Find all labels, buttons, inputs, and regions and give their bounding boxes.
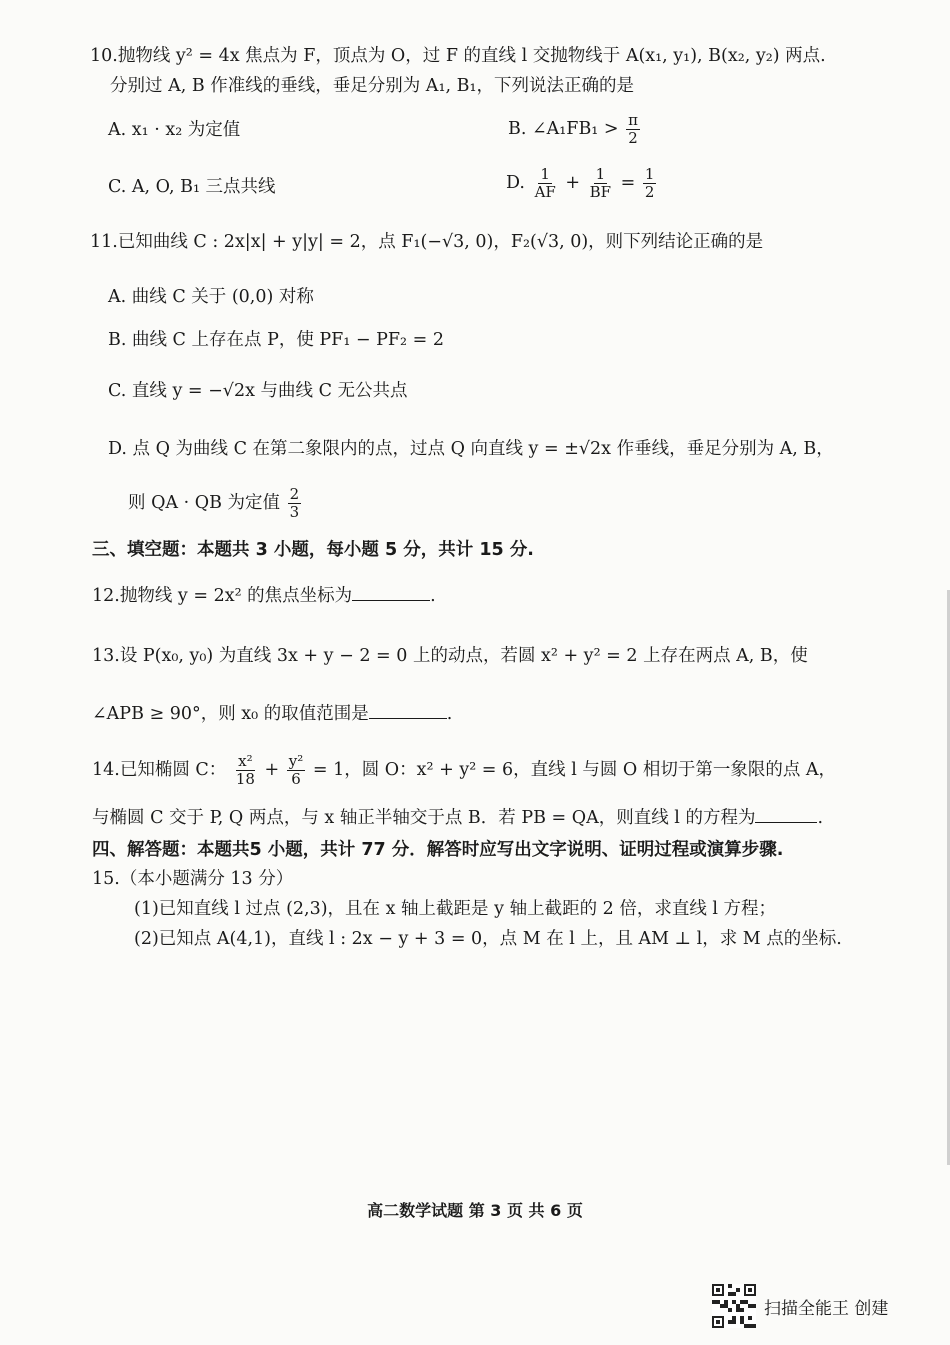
- q13-line2: [92, 702, 452, 726]
- fraction-x2-18: [234, 753, 257, 788]
- q11-option-d-cont-text: 则 QA · QB 为定值: [128, 493, 281, 513]
- q15-part2: (2)已知点 A(4,1)，直线 l : 2x − y + 3 = 0，点 M 在 l 上，且 AM ⊥ l，求 M 点的坐标.: [134, 929, 842, 949]
- q10-option-d: [506, 166, 658, 201]
- q11-stem: 11.已知曲线 C : 2x|x| + y|y| = 2，点 F₁(−√3, 0)，F₂(√3, 0)，则下列结论正确的是: [90, 232, 764, 252]
- fraction-1-bf: [588, 166, 613, 201]
- frac-num: y²: [288, 752, 304, 770]
- q10-option-c: C. A, O, B₁ 三点共线: [108, 177, 276, 197]
- q10-option-a: A. x₁ · x₂ 为定值: [108, 120, 241, 140]
- fraction-1-af: [533, 166, 558, 201]
- section-fill-in-heading: 三、填空题：本题共 3 小题，每小题 5 分，共计 15 分.: [92, 540, 534, 560]
- answer-blank: [369, 702, 447, 719]
- frac-num: 1: [540, 165, 550, 183]
- frac-num: π: [628, 111, 638, 129]
- q14-period: .: [817, 808, 824, 828]
- fraction-y2-6: [287, 753, 306, 788]
- q14-text-post: = 1，圆 O：x² + y² = 6，直线 l 与圆 O 相切于第一象限的点 A，: [312, 760, 837, 780]
- q10-option-b-text: B. ∠A₁FB₁ >: [508, 119, 619, 139]
- frac-den: 18: [235, 770, 255, 788]
- q11-option-d: D. 点 Q 为曲线 C 在第二象限内的点，过点 Q 向直线 y = ±√2x 作垂线，垂足分别为 A, B，: [108, 439, 834, 459]
- plus-sign: +: [264, 760, 280, 780]
- q14-line2: [92, 806, 823, 830]
- frac-num: 2: [289, 485, 300, 503]
- q13-line1: 13.设 P(x₀, y₀) 为直线 3x + y − 2 = 0 上的动点，若圆 x² + y² = 2 上存在两点 A, B，使: [92, 646, 808, 666]
- frac-num: x²: [238, 752, 253, 770]
- q10-stem: 10.抛物线 y² = 4x 焦点为 F，顶点为 O，过 F 的直线 l 交抛物线于 A(x₁, y₁), B(x₂, y₂) 两点.: [90, 46, 826, 66]
- frac-den: 3: [289, 503, 300, 521]
- frac-den: AF: [534, 183, 556, 201]
- q10-option-b: [508, 112, 642, 147]
- q15-heading: 15.（本小题满分 13 分）: [92, 869, 294, 889]
- q15-part1: (1)已知直线 l 过点 (2,3)，且在 x 轴上截距是 y 轴上截距的 2 倍，求直线 l 方程；: [134, 899, 777, 919]
- answer-blank: [755, 806, 817, 823]
- frac-num: 1: [595, 165, 606, 183]
- q12-period: .: [430, 586, 436, 606]
- q14-line2-text: 与椭圆 C 交于 P, Q 两点，与 x 轴正半轴交于点 B．若 PB = QA，则直线 l 的方程为: [92, 808, 756, 828]
- equals-sign: =: [620, 173, 636, 193]
- frac-den: 2: [628, 129, 638, 147]
- plus-sign: +: [565, 173, 581, 193]
- q13-text: ∠APB ≥ 90°，则 x₀ 的取值范围是: [92, 704, 369, 724]
- scanner-watermark: 扫描全能王 创建: [764, 1299, 889, 1319]
- q11-option-b: B. 曲线 C 上存在点 P，使 PF₁ − PF₂ = 2: [108, 330, 444, 350]
- q11-option-a: A. 曲线 C 关于 (0,0) 对称: [108, 287, 314, 307]
- answer-blank: [352, 584, 430, 601]
- pi-over-2-fraction: [626, 112, 640, 147]
- frac-den: 2: [644, 183, 655, 201]
- frac-den: BF: [589, 183, 612, 201]
- fraction-1-2: [643, 166, 657, 201]
- q14-text-pre: 14.已知椭圆 C：: [92, 760, 227, 780]
- q11-option-c: C. 直线 y = −√2x 与曲线 C 无公共点: [108, 381, 408, 401]
- q11-option-d-cont: [128, 486, 303, 521]
- q13-period: .: [446, 704, 453, 724]
- frac-den: 6: [291, 770, 301, 788]
- q14-line1: [92, 753, 836, 788]
- qr-code-icon: [712, 1284, 756, 1328]
- q10-option-d-label: D.: [506, 173, 525, 193]
- fraction-2-3: [288, 486, 302, 521]
- q10-stem-cont: 分别过 A, B 作准线的垂线，垂足分别为 A₁, B₁，下列说法正确的是: [110, 76, 634, 96]
- q12-text: 12.抛物线 y = 2x² 的焦点坐标为: [92, 586, 353, 606]
- frac-num: 1: [644, 165, 655, 183]
- page-footer: 高二数学试题 第 3 页 共 6 页: [367, 1201, 583, 1220]
- section-solutions-heading: 四、解答题：本题共5 小题，共计 77 分．解答时应写出文字说明、证明过程或演算步骤.: [92, 840, 784, 860]
- q12: [92, 584, 436, 608]
